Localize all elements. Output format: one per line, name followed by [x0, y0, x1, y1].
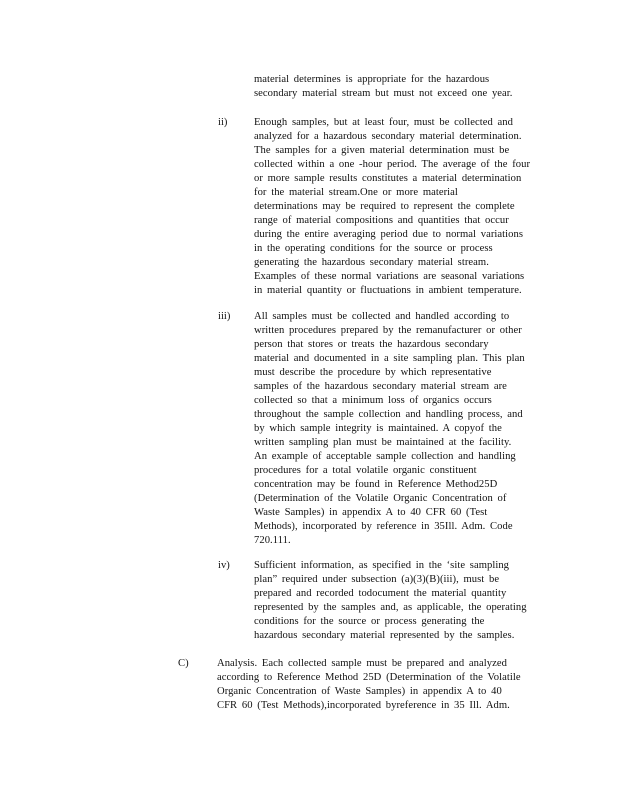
intro-line: material determines is appropriate for the hazardous: [254, 74, 490, 85]
paragraph-line: The samples for a given material determination must be: [254, 145, 510, 156]
paragraph-line: conditions for the source or process generating the: [254, 616, 485, 627]
paragraph-line: by which sample integrity is maintained. A copyof the: [254, 423, 502, 434]
paragraph-line: Examples of these normal variations are seasonal variations: [254, 271, 525, 282]
paragraph-line: Analysis. Each collected sample must be prepared and analyzed: [217, 658, 507, 669]
paragraph-line: for the material stream.One or more material: [254, 187, 458, 198]
paragraph-line: represented by the samples and, as applicable, the operating: [254, 602, 527, 613]
paragraph-line: during the entire averaging period due to normal variations: [254, 229, 523, 240]
paragraph-line: CFR 60 (Test Methods),incorporated byreference in 35 Ill. Adm.: [217, 700, 510, 711]
paragraph-line: throughout the sample collection and handling process, and: [254, 409, 523, 420]
section-c-label: C): [178, 658, 189, 669]
paragraph-line: hazardous secondary material represented by the samples.: [254, 630, 515, 641]
paragraph-line: prepared and recorded todocument the material quantity: [254, 588, 507, 599]
paragraph-line: collected within a one -hour period. The average of the four: [254, 159, 531, 170]
paragraph-line: in the operating conditions for the source or process: [254, 243, 493, 254]
paragraph-line: person that stores or treats the hazardous secondary: [254, 339, 489, 350]
paragraph-line: plan” required under subsection (a)(3)(B)(iii), must be: [254, 574, 500, 585]
paragraph-line: collected so that a minimum loss of organics occurs: [254, 395, 492, 406]
paragraph-line: Enough samples, but at least four, must be collected and: [254, 117, 513, 128]
paragraph-line: 720.111.: [254, 535, 291, 546]
paragraph-line: Waste Samples) in appendix A to 40 CFR 60 (Test: [254, 507, 488, 518]
paragraph-line: generating the hazardous secondary material stream.: [254, 257, 489, 268]
paragraph-line: range of material compositions and quantities that occur: [254, 215, 509, 226]
paragraph-line: Methods), incorporated by reference in 35Ill. Adm. Code: [254, 521, 513, 532]
paragraph-line: according to Reference Method 25D (Determination of the Volatile: [217, 672, 521, 683]
item-iv-label: iv): [218, 560, 230, 571]
paragraph-line: (Determination of the Volatile Organic Concentration of: [254, 493, 507, 504]
paragraph-line: in material quantity or fluctuations in ambient temperature.: [254, 285, 522, 296]
paragraph-line: procedures for a total volatile organic constituent: [254, 465, 477, 476]
paragraph-line: or more sample results constitutes a material determination: [254, 173, 522, 184]
paragraph-line: All samples must be collected and handled according to: [254, 311, 510, 322]
paragraph-line: concentration may be found in Reference Method25D: [254, 479, 498, 490]
paragraph-line: An example of acceptable sample collection and handling: [254, 451, 516, 462]
paragraph-line: written procedures prepared by the remanufacturer or other: [254, 325, 522, 336]
paragraph-line: determinations may be required to represent the complete: [254, 201, 515, 212]
paragraph-line: material and documented in a site sampling plan. This plan: [254, 353, 525, 364]
paragraph-line: analyzed for a hazardous secondary material determination.: [254, 131, 522, 142]
paragraph-line: Organic Concentration of Waste Samples) in appendix A to 40: [217, 686, 502, 697]
item-ii-label: ii): [218, 117, 228, 128]
intro-line: secondary material stream but must not exceed one year.: [254, 88, 513, 99]
paragraph-line: samples of the hazardous secondary material stream are: [254, 381, 507, 392]
paragraph-line: Sufficient information, as specified in the ‘site sampling: [254, 560, 510, 571]
paragraph-line: must describe the procedure by which representative: [254, 367, 492, 378]
item-iii-label: iii): [218, 311, 231, 322]
paragraph-line: written sampling plan must be maintained at the facility.: [254, 437, 512, 448]
